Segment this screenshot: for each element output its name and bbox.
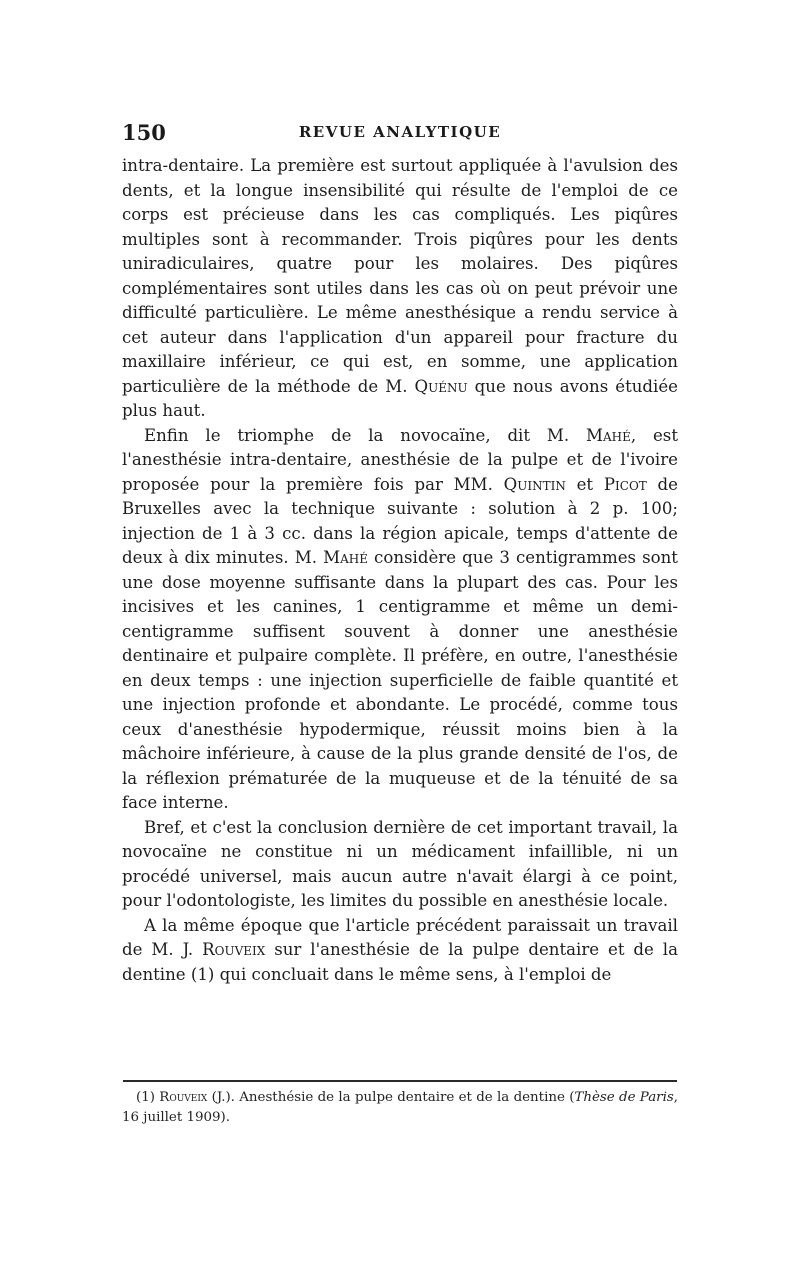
footnote-rule bbox=[123, 1080, 677, 1082]
paragraph-2 bbox=[122, 424, 678, 816]
author-name: Picot bbox=[603, 474, 647, 494]
running-title: REVUE ANALYTIQUE bbox=[298, 123, 502, 141]
text-span: Enfin le triomphe de la novocaïne, dit M. bbox=[144, 425, 586, 445]
body-text bbox=[122, 154, 678, 987]
text-span: que nous avons étudiée plus haut. bbox=[122, 376, 678, 420]
text-span: intra-dentaire. La première est surtout appliquée à l'avulsion des dents, et la longue insensibilité qui résulte de l'emploi de ce corps est précieuse dans les cas compliqués. Les piqûres multiples sont à recommander. Trois piqûres pour les dents uniradiculaires, quatre pour les molaires. Des piqûres complémentaires sont utiles dans les cas où on peut prévoir une difficulté particulière. Le même anesthésique a rendu service à cet auteur dans l'application d'un appareil pour fracture du maxillaire inférieur, ce qui est, en somme, une application particulière de la méthode de M. bbox=[122, 156, 678, 396]
footnote-author: Rouveix bbox=[159, 1090, 208, 1105]
author-name: Mahé bbox=[323, 548, 368, 567]
text-span: et bbox=[565, 474, 604, 494]
running-header bbox=[122, 120, 678, 144]
footnote-marker: (1) bbox=[136, 1090, 160, 1105]
footnote-title: Thèse de Paris bbox=[574, 1090, 674, 1105]
footnote bbox=[122, 1088, 678, 1128]
paragraph-3: Bref, et c'est la conclusion dernière de cet important travail, la novocaïne ne constitue ni un médicament infaillible, ni un procédé universel, mais aucun autre n'avait élargi à ce point, pour l'odontologiste, les limites du possible en anesthésie locale. bbox=[122, 817, 678, 910]
author-name: Mahé bbox=[585, 425, 631, 445]
page-number: 150 bbox=[122, 120, 166, 145]
text-span: (J.). Anesthésie de la pulpe dentaire et de la dentine ( bbox=[207, 1090, 575, 1105]
paragraph-1 bbox=[122, 154, 678, 424]
text-span: , est l'anesthésie intra-dentaire, anesthésie de la pulpe et de l'ivoire proposée pour la première fois par MM. bbox=[122, 425, 678, 494]
author-name: Rouveix bbox=[202, 940, 266, 959]
footnote-text bbox=[122, 1088, 678, 1128]
author-name: Quintin bbox=[503, 474, 566, 494]
text-span: , 16 juillet 1909). bbox=[122, 1090, 678, 1125]
text-span: considère que 3 centigrammes sont une dose moyenne suffisante dans la plupart des cas. Pour les incisives et les canines, 1 centigramme et même un demi-centigramme suffisent souvent à donner une anesthésie dentinaire et pulpaire complète. Il préfère, en outre, l'anesthésie en deux temps : une injection superficielle de faible quantité et une injection profonde et abondante. Le procédé, comme tous ceux d'anesthésie hypodermique, réussit moins bien à la mâchoire inférieure, à cause de la plus grande densité de l'os, de la réflexion prématurée de la muqueuse et de la ténuité de sa face interne. bbox=[122, 548, 678, 812]
text-span: sur l'anesthésie de la pulpe dentaire et de la dentine (1) qui concluait dans le même sens, à l'emploi de bbox=[122, 940, 678, 984]
text-span: A la même époque que l'article précédent paraissait un travail de M. J. bbox=[122, 915, 678, 959]
paragraph-4 bbox=[122, 914, 678, 988]
text-span: de Bruxelles avec la technique suivante : solution à 2 p. 100; injection de 1 à 3 cc. dans la région apicale, temps d'attente de deux à dix minutes. M. bbox=[122, 474, 678, 567]
author-name: Quénu bbox=[414, 376, 468, 396]
